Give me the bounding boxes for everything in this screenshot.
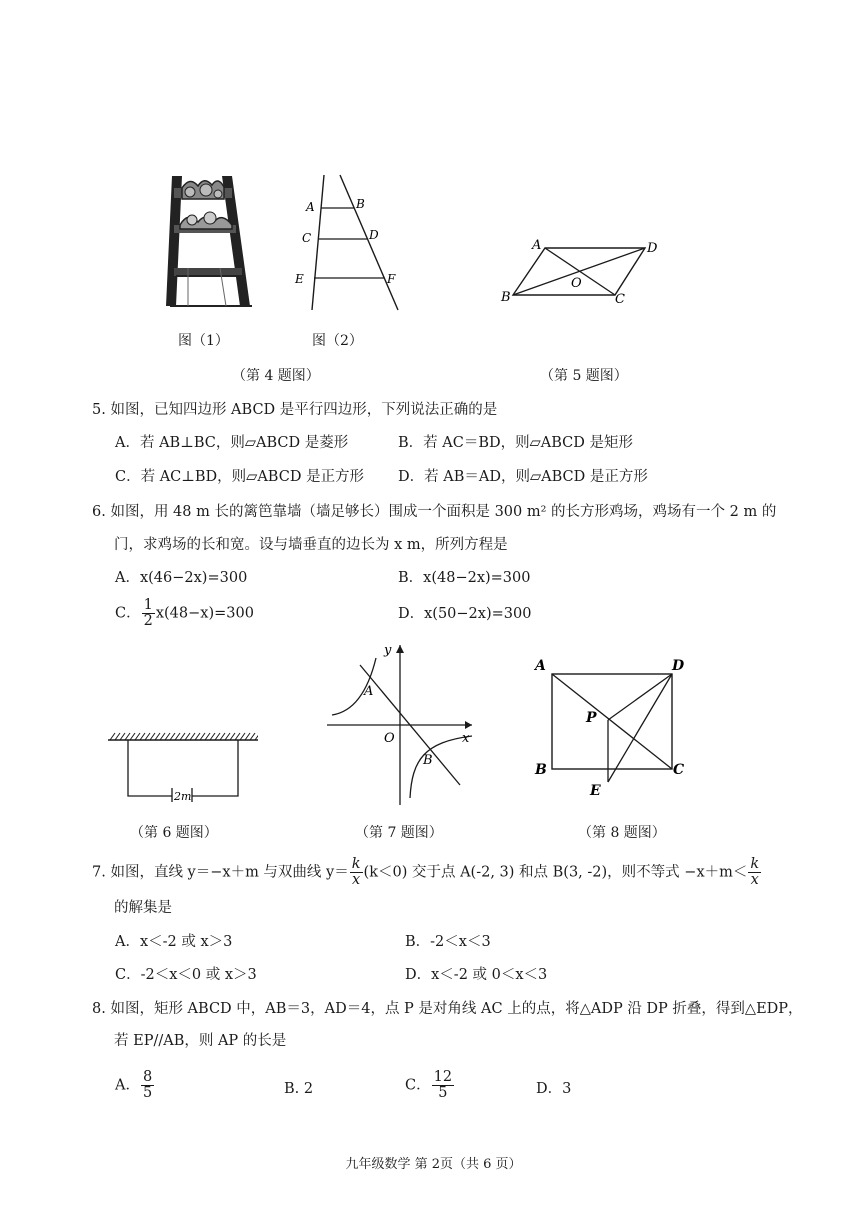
q6-stem-line-1: 6. 如图，用 48 m 长的篱笆靠墙（墙足够长）围成一个面积是 300 m² 的长方形鸡场，鸡场有一个 2 m 的 [92, 504, 777, 520]
wall-hatch-mark [225, 733, 230, 740]
q8-option-c-numerator: 12 [433, 1069, 453, 1085]
q8-stem-line-1: 8. 如图，矩形 ABCD 中，AB＝3，AD＝4，点 P 是对角线 AC 上的点，将△ADP 沿 DP 折叠，得到△EDP， [92, 1001, 803, 1017]
q6-option-c-rest: x(48−x)=300 [155, 605, 254, 622]
fig4-point-f: F [387, 272, 396, 286]
q6-option-c [115, 598, 254, 629]
q6-stem-line-2: 门，求鸡场的长和宽。设与墙垂直的边长为 x m，所列方程是 [114, 537, 508, 553]
ladder-shelf-figure [160, 170, 260, 310]
wall-hatch-mark [165, 733, 170, 740]
q6-option-c-prefix: C． [115, 605, 141, 622]
q8-option-c-denominator: 5 [438, 1085, 448, 1101]
q7-stem-part-2: (k＜0) 交于点 A(-2, 3) 和点 B(3, -2)，则不等式 −x＋m＜ [363, 864, 748, 881]
wall-hatch-mark [250, 733, 255, 740]
fig7-caption: （第 7 题图） [355, 825, 443, 841]
fig8-point-b: B [535, 762, 547, 778]
q7-option-d: D．x＜-2 或 0＜x＜3 [405, 967, 548, 983]
wall-hatch-mark [230, 733, 235, 740]
fig7-label-y: y [384, 643, 392, 658]
q8-option-a-prefix: A． [115, 1077, 140, 1094]
q7-fraction-1-numerator: k [351, 856, 361, 872]
q8-option-c-fraction [432, 1070, 454, 1101]
q7-option-c: C．-2＜x＜0 或 x＞3 [115, 967, 257, 983]
fig5-point-a: A [532, 238, 542, 253]
q8-option-a-denominator: 5 [142, 1085, 153, 1101]
q7-stem-part-1: 7. 如图，直线 y＝−x＋m 与双曲线 y＝ [92, 864, 349, 881]
fig4-label-1: 图（1） [178, 333, 229, 349]
wall-hatch-mark [125, 733, 130, 740]
q5-option-c: C．若 AC⊥BD，则▱ABCD 是正方形 [115, 469, 365, 485]
q8-option-a-numerator: 8 [142, 1069, 153, 1085]
q8-option-d: D．3 [536, 1081, 572, 1097]
fig4-point-b: B [356, 197, 365, 211]
page-footer: 九年级数学 第 2页（共 6 页） [345, 1157, 522, 1172]
q6-option-c-fraction [142, 598, 155, 629]
wall-hatch-mark [170, 733, 175, 740]
fig8-point-d: D [672, 658, 685, 674]
q8-stem-line-2: 若 EP//AB，则 AP 的长是 [114, 1033, 287, 1049]
wall-hatch-mark [160, 733, 165, 740]
fig5-point-d: D [647, 241, 658, 256]
fig4-label-2: 图（2） [312, 333, 363, 349]
q6-option-a: A．x(46−2x)=300 [115, 570, 248, 586]
fig7-label-x: x [462, 731, 470, 746]
q5-option-a: A．若 AB⊥BC，则▱ABCD 是菱形 [115, 435, 349, 451]
fig7-point-o: O [384, 731, 395, 746]
wall-hatch-mark [205, 733, 210, 740]
wall-hatch-mark [155, 733, 160, 740]
q5-option-d: D．若 AB＝AD，则▱ABCD 是正方形 [398, 469, 648, 485]
fig6-caption: （第 6 题图） [130, 825, 218, 841]
fig4-caption: （第 4 题图） [232, 368, 320, 384]
q7-fraction-2 [748, 857, 761, 888]
fig7-point-b: B [423, 753, 433, 768]
wall-hatch-mark [185, 733, 190, 740]
fig7-point-a: A [364, 684, 374, 699]
q5-option-b: B．若 AC＝BD，则▱ABCD 是矩形 [398, 435, 633, 451]
q7-stem-line-2: 的解集是 [114, 900, 172, 916]
fig5-parallelogram-diagram [495, 235, 670, 310]
wall-hatch-mark [120, 733, 125, 740]
q6-option-c-numerator: 1 [143, 597, 153, 613]
wall-hatch-mark [175, 733, 180, 740]
wall-hatch-mark [210, 733, 215, 740]
wall-hatch-mark [150, 733, 155, 740]
q5-stem: 5. 如图，已知四边形 ABCD 是平行四边形，下列说法正确的是 [92, 402, 498, 418]
fig5-caption: （第 5 题图） [540, 368, 628, 384]
wall-hatch-mark [195, 733, 200, 740]
fig7-hyperbola-diagram [322, 640, 482, 810]
wall-hatch-mark [140, 733, 145, 740]
q7-option-b: B．-2＜x＜3 [405, 934, 491, 950]
wall-hatch-mark [180, 733, 185, 740]
q6-option-d: D．x(50−2x)=300 [398, 606, 532, 622]
fig6-door-label: 2m [174, 790, 192, 803]
fig4-point-d: D [369, 228, 379, 242]
q8-option-c [405, 1070, 455, 1101]
q7-fraction-2-numerator: k [750, 856, 760, 872]
wall-hatch-mark [220, 733, 225, 740]
q7-option-a: A．x＜-2 或 x＞3 [115, 934, 233, 950]
fig5-point-c: C [615, 292, 625, 307]
wall-hatch-mark [245, 733, 250, 740]
fig8-point-e: E [590, 783, 601, 799]
wall-hatch-mark [190, 733, 195, 740]
wall-hatch-mark [235, 733, 240, 740]
q6-option-c-denominator: 2 [143, 613, 153, 629]
fig8-point-c: C [673, 762, 685, 778]
fig8-point-p: P [586, 710, 597, 726]
fig4-parallel-lines-diagram [290, 170, 410, 315]
fig5-point-b: B [501, 290, 511, 305]
wall-hatch-mark [115, 733, 120, 740]
q8-option-c-prefix: C． [405, 1077, 431, 1094]
q8-option-b: B. 2 [284, 1081, 314, 1097]
fig8-rectangle-fold-diagram [530, 650, 700, 800]
wall-hatch-mark [135, 733, 140, 740]
q7-stem-line-1 [92, 857, 762, 888]
q7-fraction-2-denominator: x [750, 872, 759, 888]
fig4-point-c: C [302, 231, 312, 245]
q7-fraction-1 [350, 857, 363, 888]
wall-hatch-mark [110, 733, 115, 740]
fig4-point-e: E [295, 272, 304, 286]
wall-hatch-mark [255, 733, 258, 740]
wall-hatch-mark [200, 733, 205, 740]
fig6-fence-diagram [108, 730, 258, 805]
wall-hatch-mark [215, 733, 220, 740]
q6-option-b: B．x(48−2x)=300 [398, 570, 531, 586]
q8-option-a-fraction [141, 1070, 154, 1101]
wall-hatch-mark [145, 733, 150, 740]
q7-fraction-1-denominator: x [352, 872, 361, 888]
wall-hatch-mark [240, 733, 245, 740]
q8-option-a [115, 1070, 155, 1101]
fig8-caption: （第 8 题图） [578, 825, 666, 841]
wall-hatch-mark [130, 733, 135, 740]
fig5-point-o: O [571, 276, 582, 291]
fig4-point-a: A [306, 200, 315, 214]
fig8-point-a: A [535, 658, 546, 674]
